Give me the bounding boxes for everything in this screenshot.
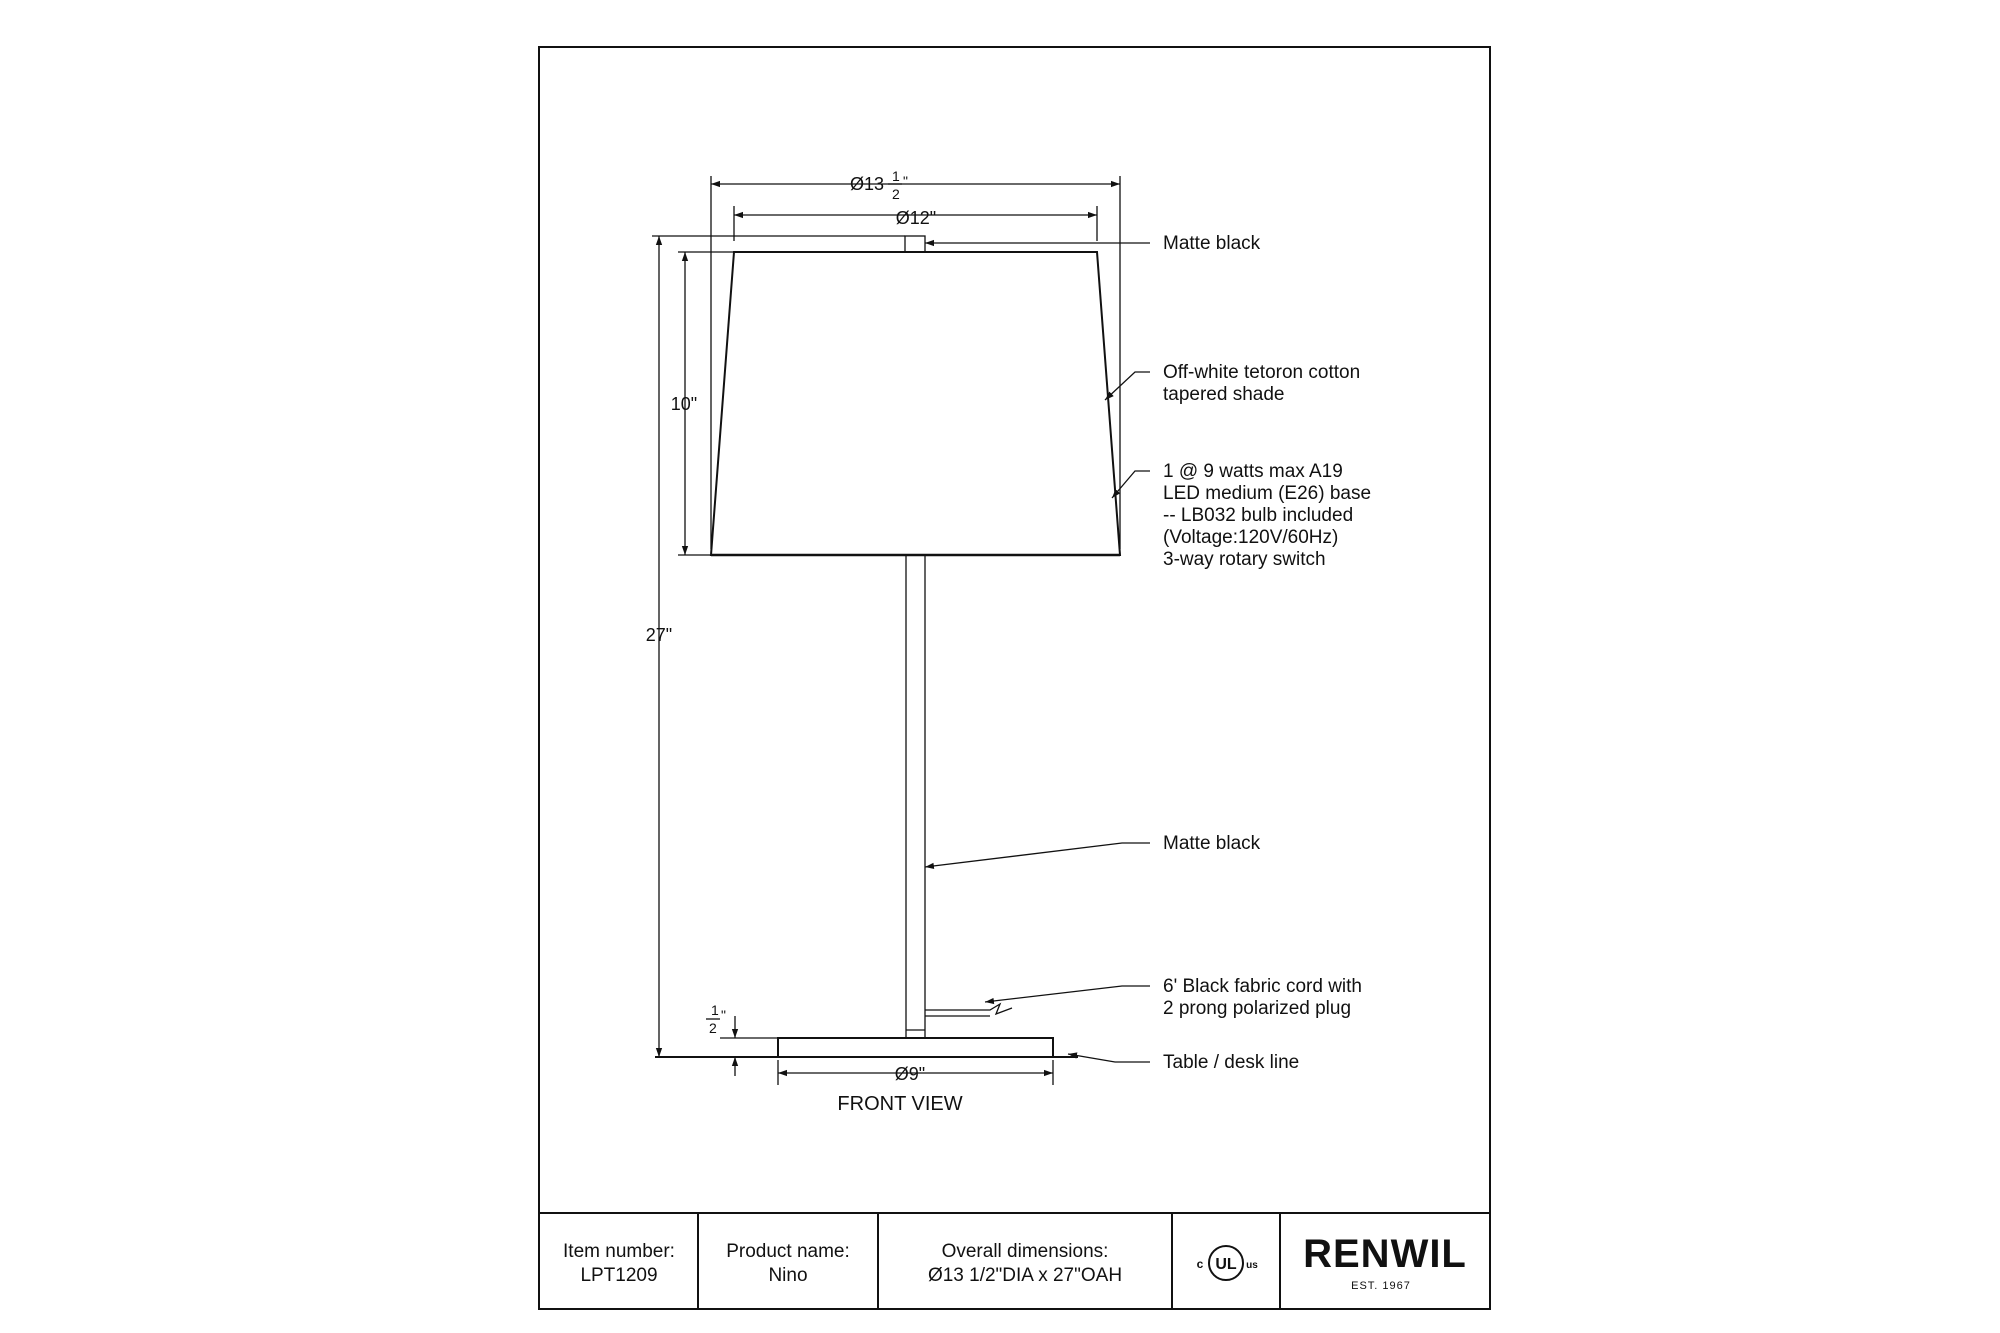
product-name-label: Product name: bbox=[726, 1241, 850, 1262]
lamp-drawing bbox=[655, 236, 1120, 1057]
view-label: FRONT VIEW bbox=[837, 1093, 963, 1115]
item-number-label: Item number: bbox=[563, 1241, 675, 1262]
callout-cord-line-1: 6' Black fabric cord with bbox=[1163, 976, 1362, 997]
dim-top-fraction-den: 2 bbox=[892, 186, 900, 202]
item-number-value: LPT1209 bbox=[580, 1265, 658, 1286]
svg-text:us: us bbox=[1246, 1260, 1258, 1271]
callout-finial: Matte black bbox=[1163, 233, 1261, 254]
lamp-base bbox=[778, 1038, 1053, 1057]
callout-table: Table / desk line bbox=[1163, 1052, 1300, 1073]
callout-leaders bbox=[925, 243, 1150, 1062]
dim-top-diameter: Ø13 bbox=[849, 174, 884, 194]
ul-listed-icon bbox=[1197, 1246, 1259, 1280]
callout-shade-line-1: Off-white tetoron cotton bbox=[1163, 362, 1361, 383]
callout-cord-line-2: 2 prong polarized plug bbox=[1163, 998, 1352, 1019]
dim-top-fraction-inch: " bbox=[903, 173, 908, 189]
dim-top-fraction-num: 1 bbox=[892, 168, 900, 184]
power-cord bbox=[925, 1004, 1012, 1014]
callout-bulb-line-2: LED medium (E26) base bbox=[1163, 483, 1372, 504]
callout-stem: Matte black bbox=[1163, 833, 1261, 854]
brand-tagline: EST. 1967 bbox=[1351, 1280, 1411, 1292]
dim-overall-height: 27" bbox=[645, 625, 673, 645]
product-name-value: Nino bbox=[768, 1265, 808, 1286]
callout-bulb-line-4: (Voltage:120V/60Hz) bbox=[1163, 527, 1339, 548]
overall-dimensions-label: Overall dimensions: bbox=[941, 1241, 1109, 1262]
callout-bulb-line-1: 1 @ 9 watts max A19 bbox=[1163, 461, 1343, 482]
callout-shade-line-2: tapered shade bbox=[1163, 384, 1285, 405]
svg-text:UL: UL bbox=[1215, 1256, 1237, 1273]
svg-text:c: c bbox=[1196, 1257, 1204, 1271]
brand-logo: RENWIL bbox=[1303, 1232, 1467, 1276]
dim-base-diameter: Ø9" bbox=[894, 1064, 926, 1084]
dim-shade-height: 10" bbox=[670, 394, 698, 414]
dim-inner-diameter: Ø12" bbox=[895, 208, 937, 228]
finial bbox=[905, 236, 925, 252]
lamp-shade bbox=[711, 252, 1120, 555]
dim-base-thickness-inch: " bbox=[721, 1007, 726, 1023]
dimension-lines bbox=[652, 176, 1120, 1085]
callout-bulb-line-5: 3-way rotary switch bbox=[1163, 549, 1326, 570]
dim-base-thickness-num: 1 bbox=[711, 1002, 719, 1018]
overall-dimensions-value: Ø13 1/2"DIA x 27"OAH bbox=[927, 1265, 1123, 1286]
dim-base-thickness-den: 2 bbox=[709, 1020, 717, 1036]
callout-bulb-line-3: -- LB032 bulb included bbox=[1163, 505, 1354, 526]
